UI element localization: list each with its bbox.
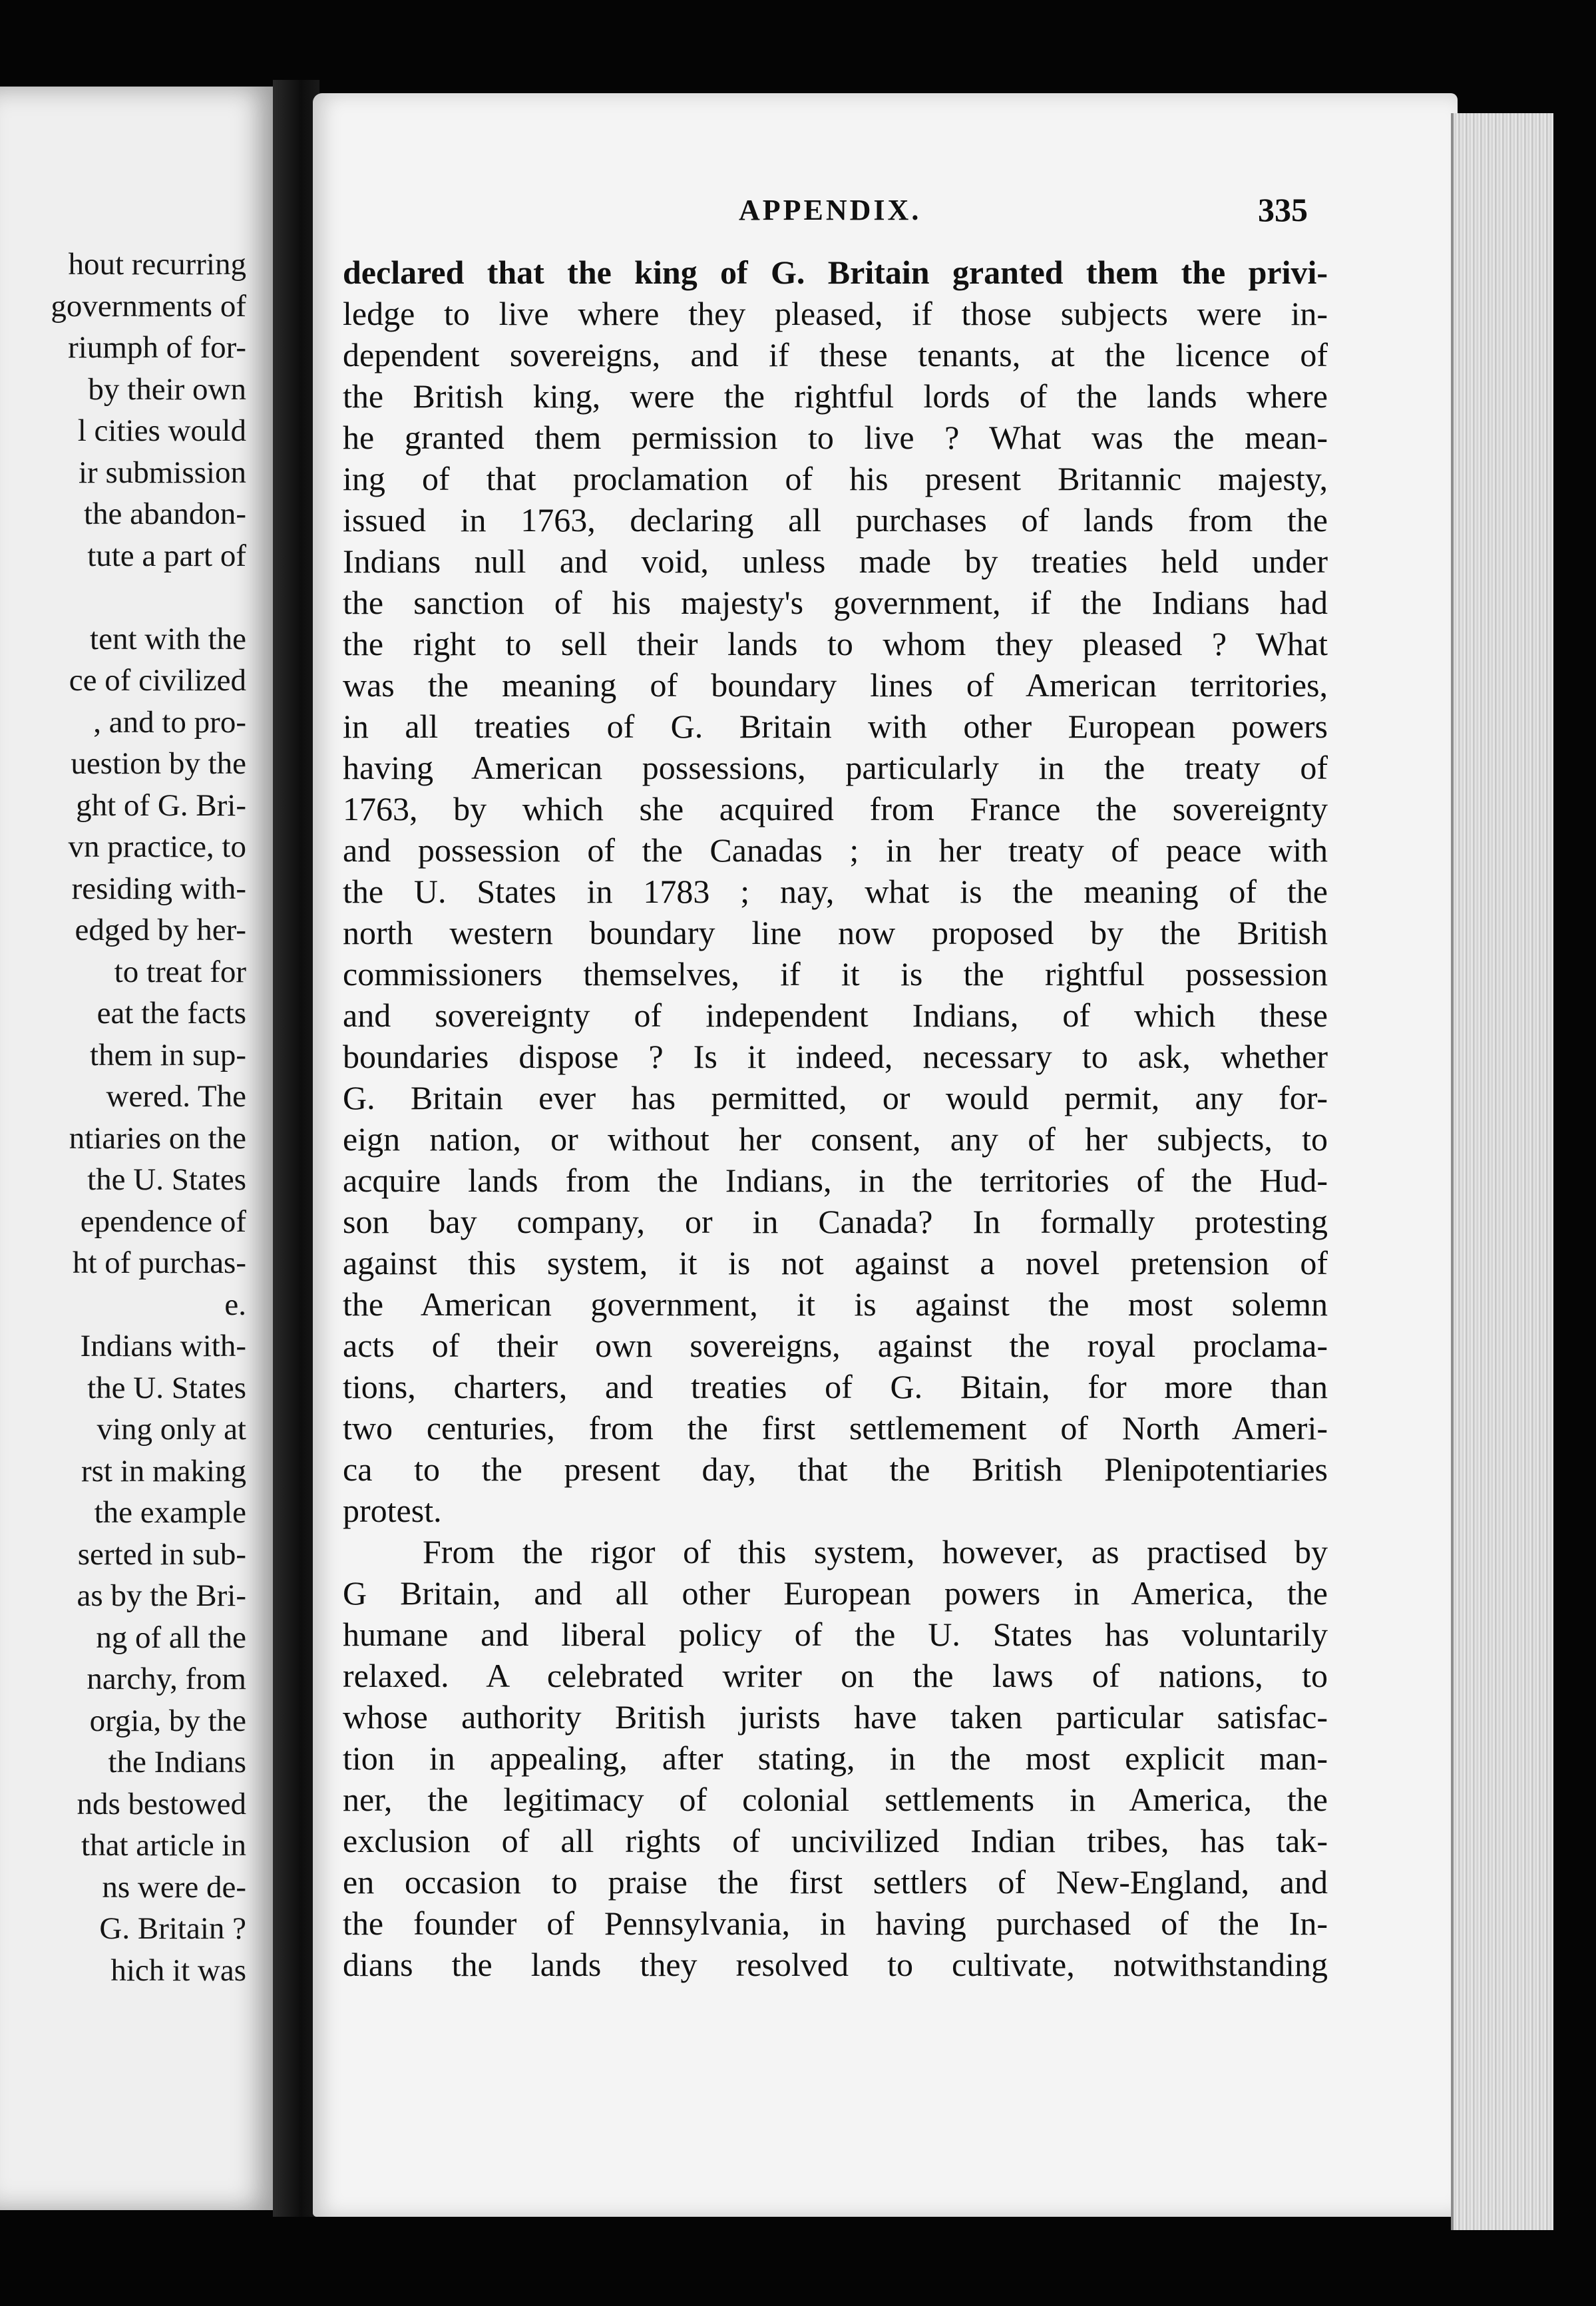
text-line: acquire lands from the Indians, in the territories of the Hud- bbox=[343, 1162, 1328, 1199]
text-line: Indians null and void, unless made by treaties held under bbox=[343, 543, 1328, 580]
left-page-line: governments of bbox=[51, 288, 246, 324]
left-page-line: the abandon- bbox=[83, 497, 246, 531]
left-page-line: residing with- bbox=[71, 871, 246, 906]
text-line: whose authority British jurists have taken particular satisfac- bbox=[343, 1698, 1328, 1735]
left-page-fragment bbox=[0, 87, 280, 2210]
left-page-line: the example bbox=[94, 1495, 246, 1530]
text-line: relaxed. A celebrated writer on the laws of nations, to bbox=[343, 1657, 1328, 1694]
text-line: exclusion of all rights of uncivilized Indian tribes, has tak- bbox=[343, 1822, 1328, 1859]
text-line: the British king, were the rightful lords of the lands where bbox=[343, 377, 1328, 415]
left-page-line: vn practice, to bbox=[68, 829, 246, 864]
left-page-line: the U. States bbox=[87, 1162, 246, 1197]
text-line: boundaries dispose ? Is it indeed, necessary to ask, whether bbox=[343, 1038, 1328, 1075]
text-line: north western boundary line now proposed by the British bbox=[343, 914, 1328, 951]
left-page-line: uestion by the bbox=[71, 746, 246, 781]
text-line: commissioners themselves, if it is the rightful possession bbox=[343, 955, 1328, 993]
text-line: declared that the king of G. Britain granted them the privi- bbox=[343, 254, 1328, 291]
text-line: humane and liberal policy of the U. States has voluntarily bbox=[343, 1616, 1328, 1653]
text-line: he granted them permission to live ? What was the mean- bbox=[343, 419, 1328, 456]
left-page-line: nds bestowed bbox=[77, 1786, 246, 1821]
text-line: G. Britain ever has permitted, or would permit, any for- bbox=[343, 1079, 1328, 1116]
left-page-line: ht of purchas- bbox=[72, 1246, 246, 1280]
left-page-line: tute a part of bbox=[87, 538, 246, 573]
text-line: 1763, by which she acquired from France the sovereignty bbox=[343, 790, 1328, 827]
text-line: ledge to live where they pleased, if those subjects were in- bbox=[343, 295, 1328, 332]
text-line: was the meaning of boundary lines of American territories, bbox=[343, 666, 1328, 704]
left-page-line: e. bbox=[224, 1287, 246, 1322]
text-line: and possession of the Canadas ; in her treaty of peace with bbox=[343, 831, 1328, 869]
left-page-line: ir submission bbox=[78, 455, 246, 490]
text-line: tions, charters, and treaties of G. Bitain, for more than bbox=[343, 1368, 1328, 1405]
text-line: son bay company, or in Canada? In formally protesting bbox=[343, 1203, 1328, 1240]
text-line: en occasion to praise the first settlers of New-England, and bbox=[343, 1863, 1328, 1901]
left-page-line: hout recurring bbox=[68, 247, 246, 282]
text-line: the American government, it is against the most solemn bbox=[343, 1285, 1328, 1323]
text-line: dependent sovereigns, and if these tenants, at the licence of bbox=[343, 336, 1328, 373]
text-line: the founder of Pennsylvania, in having purchased of the In- bbox=[343, 1905, 1328, 1942]
text-line: tion in appealing, after stating, in the most explicit man- bbox=[343, 1739, 1328, 1777]
text-line: having American possessions, particularly in the treaty of bbox=[343, 749, 1328, 786]
text-line: acts of their own sovereigns, against the royal proclama- bbox=[343, 1327, 1328, 1364]
left-page-line: ependence of bbox=[80, 1204, 246, 1239]
text-line: the sanction of his majesty's government, if the Indians had bbox=[343, 584, 1328, 621]
left-page-line: orgia, by the bbox=[89, 1703, 246, 1738]
text-line: ca to the present day, that the British Plenipotentiaries bbox=[343, 1451, 1328, 1488]
text-line: issued in 1763, declaring all purchases of lands from the bbox=[343, 501, 1328, 539]
body-text bbox=[343, 252, 1328, 1985]
text-line: against this system, it is not against a novel pretension of bbox=[343, 1244, 1328, 1281]
text-line: protest. bbox=[343, 1492, 442, 1529]
left-page-line: them in sup- bbox=[90, 1037, 246, 1072]
running-head: APPENDIX. bbox=[739, 194, 922, 226]
left-page-line: ving only at bbox=[97, 1412, 246, 1447]
left-page-line: ght of G. Bri- bbox=[76, 788, 246, 823]
text-line: From the rigor of this system, however, as practised by bbox=[423, 1533, 1328, 1570]
page-fore-edge bbox=[1451, 113, 1553, 2230]
left-page-line: riumph of for- bbox=[68, 330, 246, 365]
left-page-line: G. Britain ? bbox=[99, 1911, 246, 1946]
text-line: the right to sell their lands to whom they pleased ? What bbox=[343, 625, 1328, 662]
left-page-line: hich it was bbox=[110, 1953, 246, 1988]
text-line: two centuries, from the first settlemement of North Ameri- bbox=[343, 1409, 1328, 1447]
left-page-line: the Indians bbox=[108, 1745, 246, 1779]
left-page-line: ce of civilized bbox=[69, 663, 246, 698]
left-page-line: l cities would bbox=[77, 413, 246, 448]
left-page-line: to treat for bbox=[114, 954, 246, 989]
left-page-line: rst in making bbox=[81, 1453, 246, 1489]
left-page-line: edged by her- bbox=[75, 913, 246, 947]
text-line: eign nation, or without her consent, any of her subjects, to bbox=[343, 1120, 1328, 1158]
text-line: ner, the legitimacy of colonial settlements in America, the bbox=[343, 1781, 1328, 1818]
text-line: the U. States in 1783 ; nay, what is the meaning of the bbox=[343, 873, 1328, 910]
left-page-line: as by the Bri- bbox=[77, 1578, 246, 1613]
left-page-line: Indians with- bbox=[80, 1329, 246, 1363]
left-page-line: serted in sub- bbox=[77, 1536, 246, 1572]
left-page-line: wered. The bbox=[106, 1079, 246, 1114]
text-line: G Britain, and all other European powers in America, the bbox=[343, 1574, 1328, 1612]
left-page-line: ng of all the bbox=[96, 1620, 246, 1655]
left-page-line: the U. States bbox=[87, 1370, 246, 1405]
text-line: ing of that proclamation of his present Britannic majesty, bbox=[343, 460, 1328, 497]
text-line: dians the lands they resolved to cultivate, notwithstanding bbox=[343, 1946, 1328, 1983]
left-page-line: eat the facts bbox=[97, 996, 246, 1031]
text-line: in all treaties of G. Britain with other European powers bbox=[343, 708, 1328, 745]
page-number: 335 bbox=[1258, 191, 1308, 228]
left-page-line: by their own bbox=[88, 371, 246, 407]
left-page-line: that article in bbox=[81, 1828, 246, 1863]
left-page-line: , and to pro- bbox=[93, 704, 246, 740]
text-line: and sovereignty of independent Indians, of which these bbox=[343, 997, 1328, 1034]
left-page-line: tent with the bbox=[90, 621, 246, 656]
left-page-line: ns were de- bbox=[102, 1869, 246, 1905]
left-page-line: ntiaries on the bbox=[69, 1120, 246, 1156]
left-page-line: narchy, from bbox=[87, 1662, 246, 1696]
